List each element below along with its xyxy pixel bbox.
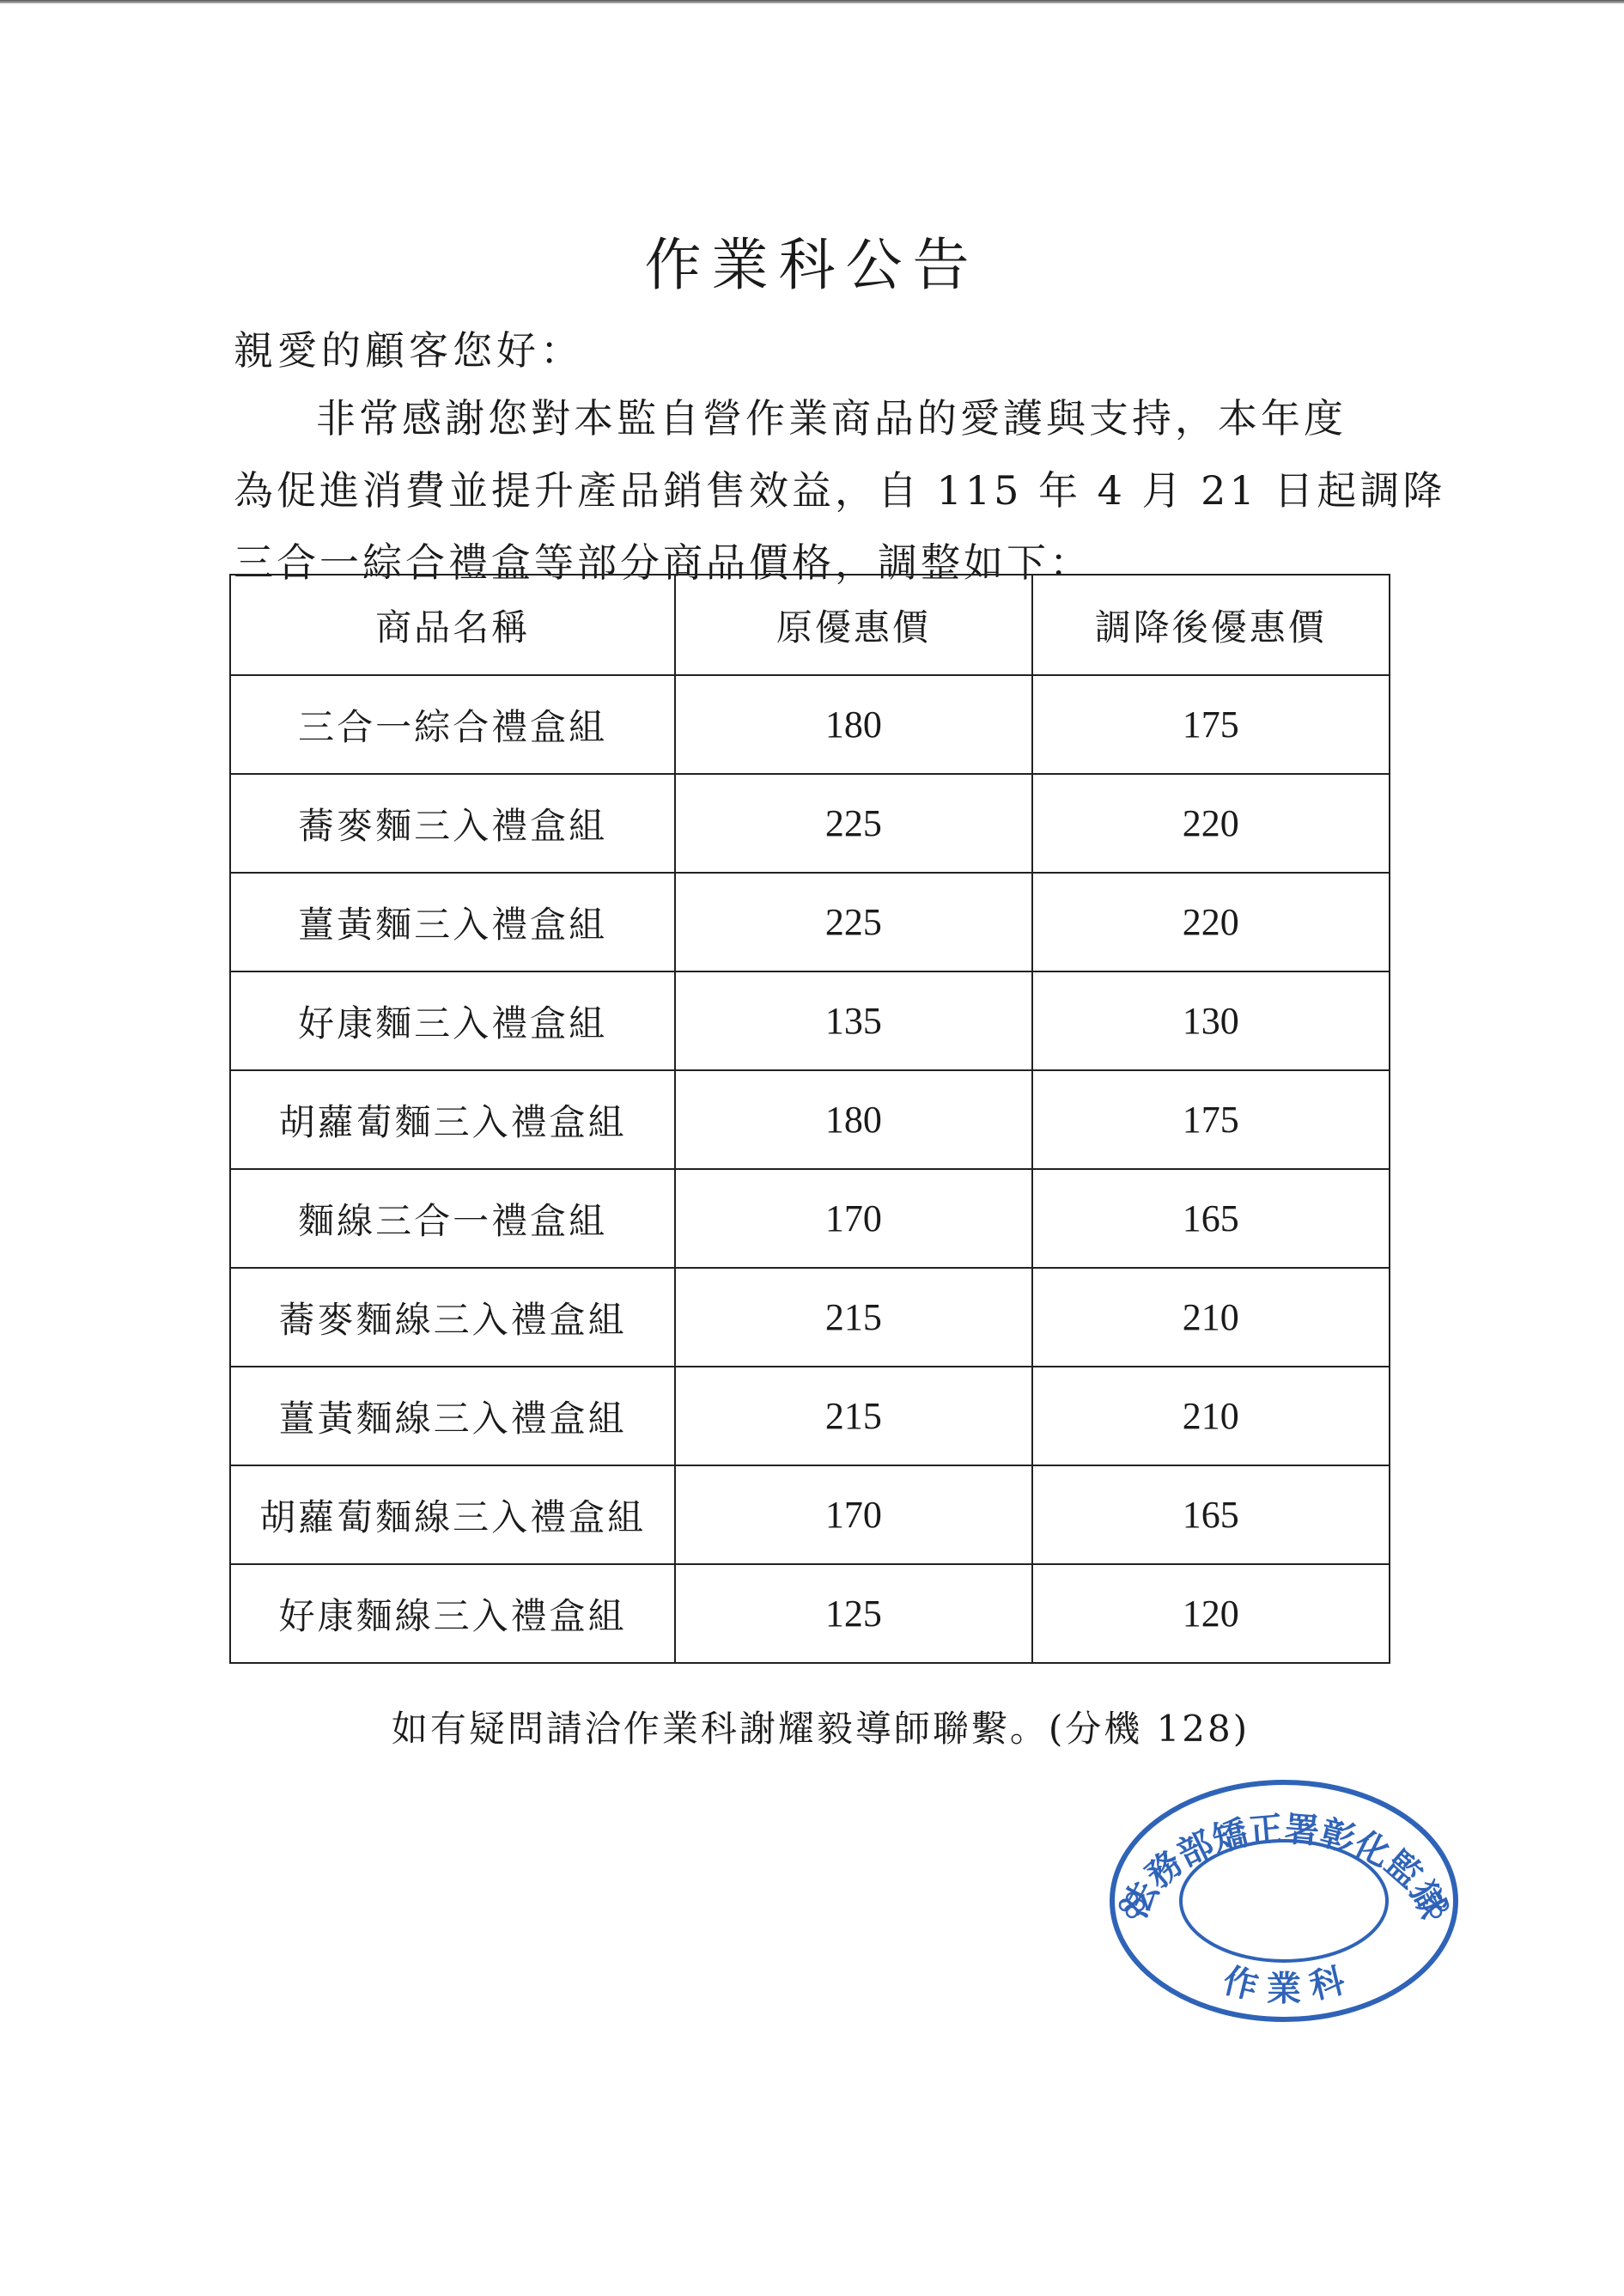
paragraph-line-3: 三合一綜合禮盒等部分商品價格，調整如下： [234, 539, 1092, 586]
table-row [230, 1169, 1390, 1268]
header-original-price: 原優惠價 [675, 575, 1031, 675]
adjusted-price: 130 [1032, 971, 1390, 1070]
product-name: 麵線三合一禮盒組 [230, 1169, 675, 1268]
product-name: 薑黃麵線三入禮盒組 [230, 1367, 675, 1465]
original-price: 225 [675, 873, 1031, 971]
table-row [230, 873, 1390, 971]
paragraph-line-1: 非常感謝您對本監自營作業商品的愛護與支持，本年度 [316, 395, 1347, 442]
adjusted-price: 220 [1032, 873, 1390, 971]
table-row [230, 1268, 1390, 1367]
original-price: 180 [675, 675, 1031, 774]
adjusted-price: 210 [1032, 1367, 1390, 1465]
adjusted-price: 165 [1032, 1169, 1390, 1268]
table-row [230, 774, 1390, 873]
table-row [230, 1367, 1390, 1465]
table-row [230, 1564, 1390, 1663]
contact-note: 如有疑問請洽作業科謝耀毅導師聯繫。(分機 128) [391, 1708, 1250, 1750]
table-row [230, 1070, 1390, 1169]
adjusted-price: 120 [1032, 1564, 1390, 1663]
product-name: 蕎麥麵三入禮盒組 [230, 774, 675, 873]
table-header-row [230, 575, 1390, 675]
seal-graphic [1108, 1776, 1460, 2025]
seal-top-text [1115, 1809, 1454, 1924]
adjusted-price: 175 [1032, 675, 1390, 774]
original-price: 135 [675, 971, 1031, 1070]
table-row [230, 971, 1390, 1070]
page-title: 作業科公告 [644, 232, 980, 298]
adjusted-price: 210 [1032, 1268, 1390, 1367]
adjusted-price: 220 [1032, 774, 1390, 873]
seal-bottom-textpath: 作 業 科 [1219, 1959, 1349, 2009]
official-seal-stamp [1108, 1776, 1460, 2025]
table-row [230, 1465, 1390, 1564]
price-table [229, 574, 1390, 1664]
paragraph-line-2: 為促進消費並提升產品銷售效益，自 115 年 4 月 21 日起調降 [234, 467, 1446, 514]
original-price: 170 [675, 1169, 1031, 1268]
product-name: 三合一綜合禮盒組 [230, 675, 675, 774]
greeting: 親愛的顧客您好： [234, 327, 584, 374]
adjusted-price: 175 [1032, 1070, 1390, 1169]
product-name: 胡蘿蔔麵線三入禮盒組 [230, 1465, 675, 1564]
header-product-name: 商品名稱 [230, 575, 675, 675]
product-name: 胡蘿蔔麵三入禮盒組 [230, 1070, 675, 1169]
header-adjusted-price: 調降後優惠價 [1032, 575, 1390, 675]
seal-top-textpath: 法務部矯正署彰化監獄 [1114, 1808, 1454, 1924]
intro-paragraph [234, 382, 1446, 599]
original-price: 225 [675, 774, 1031, 873]
product-name: 薑黃麵三入禮盒組 [230, 873, 675, 971]
original-price: 215 [675, 1367, 1031, 1465]
scan-edge [0, 0, 1624, 3]
adjusted-price: 165 [1032, 1465, 1390, 1564]
product-name: 好康麵線三入禮盒組 [230, 1564, 675, 1663]
table-row [230, 675, 1390, 774]
original-price: 125 [675, 1564, 1031, 1663]
original-price: 170 [675, 1465, 1031, 1564]
original-price: 215 [675, 1268, 1031, 1367]
seal-bottom-text [1220, 1960, 1349, 2009]
product-name: 好康麵三入禮盒組 [230, 971, 675, 1070]
original-price: 180 [675, 1070, 1031, 1169]
product-name: 蕎麥麵線三入禮盒組 [230, 1268, 675, 1367]
